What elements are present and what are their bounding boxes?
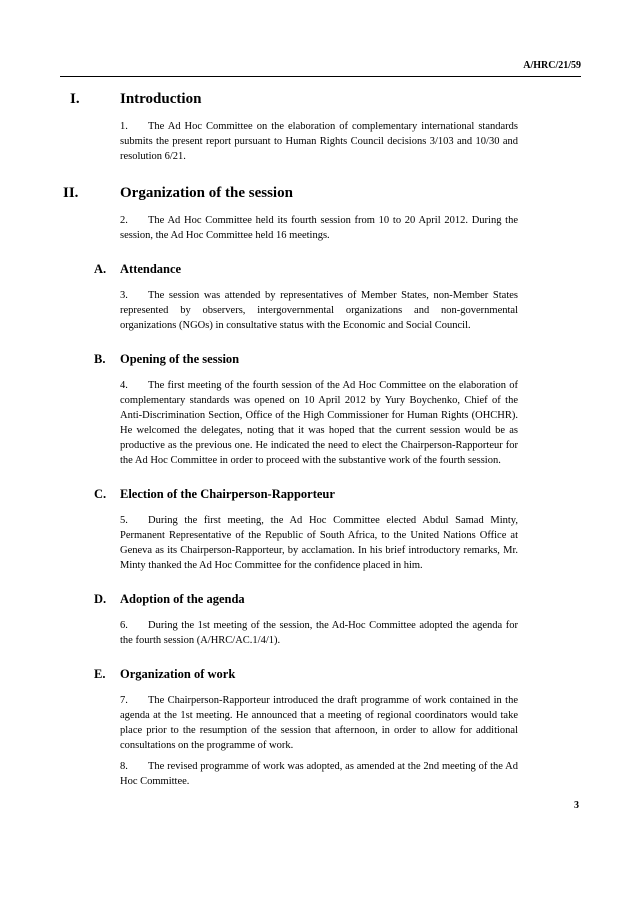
paragraph-text: The revised programme of work was adopted, as amended at the 2nd meeting of the Ad Hoc Committee. (120, 761, 518, 787)
section-number: I. (70, 91, 80, 107)
subsection-title: Attendance (120, 262, 182, 276)
subsection-heading-attendance (0, 260, 638, 280)
section-heading-organization (0, 183, 638, 205)
subsection-heading-work (0, 665, 638, 685)
section-heading-introduction (0, 89, 638, 111)
paragraph-number: 1. (120, 121, 128, 132)
paragraph-text: The session was attended by representatives of Member States, non-Member States represented by observers, intergovernmental organizations and non-governmental organizations (NGOs) in consultative status with the Economic and Social Council. (120, 290, 518, 331)
document-symbol: A/HRC/21/59 (523, 60, 581, 71)
paragraph-number: 7. (120, 695, 128, 706)
header-rule (60, 76, 581, 77)
paragraph-number: 8. (120, 761, 128, 772)
paragraph-number: 3. (120, 290, 128, 301)
subsection-title: Opening of the session (120, 352, 240, 366)
section-title: Introduction (120, 91, 202, 107)
paragraph-number: 5. (120, 515, 128, 526)
paragraph-5 (120, 513, 518, 573)
paragraph-1 (120, 119, 518, 164)
paragraph-text: The Chairperson-Rapporteur introduced the draft programme of work contained in the agenda at the 1st meeting. He announced that a meeting of regional coordinators would take place prior to the resumption of the session that afternoon, in order to allow for additional consultations on the programme of work. (120, 695, 518, 751)
paragraph-6 (120, 618, 518, 648)
subsection-title: Organization of work (120, 667, 236, 681)
paragraph-7 (120, 693, 518, 753)
section-title: Organization of the session (120, 185, 293, 201)
subsection-letter: C. (94, 487, 107, 501)
subsection-heading-agenda (0, 590, 638, 610)
subsection-letter: B. (94, 352, 106, 366)
subsection-heading-election (0, 485, 638, 505)
paragraph-3 (120, 288, 518, 333)
paragraph-text: The Ad Hoc Committee on the elaboration of complementary international standards submits the present report pursuant to Human Rights Council decisions 3/103 and 10/30 and resolution 6/21. (120, 121, 518, 162)
paragraph-text: The first meeting of the fourth session of the Ad Hoc Committee on the elaboration of complementary standards was opened on 10 April 2012 by Yury Boychenko, Chief of the Anti-Discrimination Section, Office of the High Commissioner for Human Rights (OHCHR). He welcomed the delegates, noting that it was hoped that the current session would be as productive as the previous one. He indicated the need to elect the Chairperson-Rapporteur for the Ad Hoc Committee in order to proceed with the substantive work of the fourth session. (120, 380, 518, 466)
section-number: II. (63, 185, 79, 201)
subsection-heading-opening (0, 350, 638, 370)
subsection-title: Adoption of the agenda (120, 592, 245, 606)
paragraph-number: 2. (120, 215, 128, 226)
subsection-letter: D. (94, 592, 107, 606)
document-body (0, 89, 638, 789)
subsection-title: Election of the Chairperson-Rapporteur (120, 487, 335, 501)
paragraph-number: 4. (120, 380, 128, 391)
paragraph-text: The Ad Hoc Committee held its fourth session from 10 to 20 April 2012. During the session, the Ad Hoc Committee held 16 meetings. (120, 215, 518, 241)
paragraph-text: During the 1st meeting of the session, the Ad-Hoc Committee adopted the agenda for the fourth session (A/HRC/AC.1/4/1). (120, 620, 518, 646)
paragraph-4 (120, 378, 518, 468)
subsection-letter: A. (94, 262, 107, 276)
page-number: 3 (574, 800, 579, 811)
paragraph-2 (120, 213, 518, 243)
paragraph-text: During the first meeting, the Ad Hoc Committee elected Abdul Samad Minty, Permanent Representative of the Republic of South Africa, to the United Nations Office at Geneva as its Chairperson-Rapporteur, by acclamation. In his brief introductory remarks, Mr. Minty thanked the Ad Hoc Committee for the confidence placed in him. (120, 515, 518, 571)
paragraph-number: 6. (120, 620, 128, 631)
subsection-letter: E. (94, 667, 106, 681)
paragraph-8 (120, 759, 518, 789)
